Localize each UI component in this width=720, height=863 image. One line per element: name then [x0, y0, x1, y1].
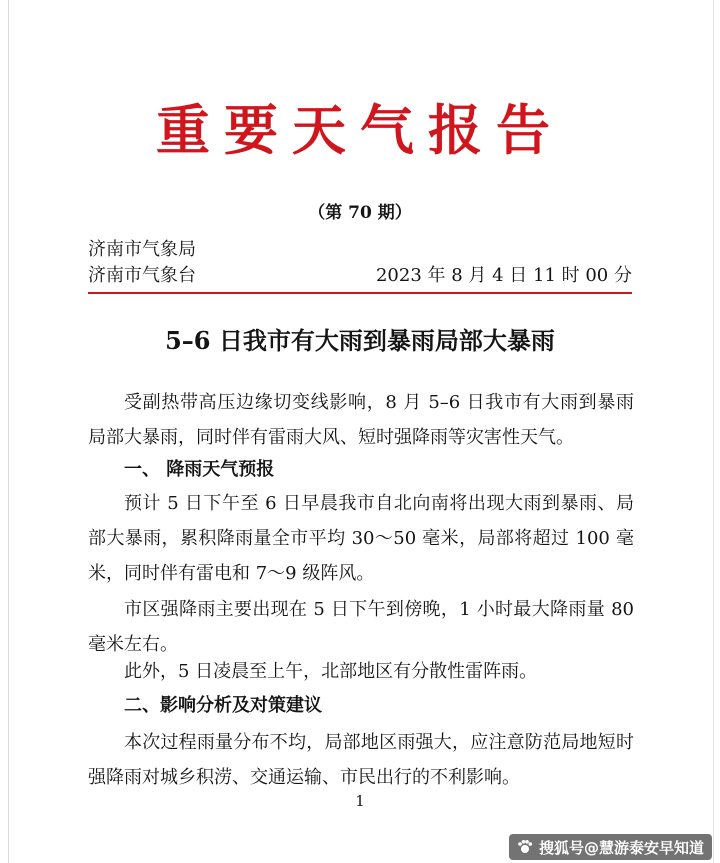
issue-number: （第 70 期） — [308, 203, 412, 223]
intro-paragraph: 受副热带高压边缘切变线影响，8 月 5–6 日我市有大雨到暴雨局部大暴雨，同时伴有雷雨大风、短时强降雨等灾害性天气。 — [88, 392, 634, 448]
forecast-paragraph: 预计 5 日下午至 6 日早晨我市自北向南将出现大雨到暴雨、局部大暴雨，累积降雨量全市平均 30～50 毫米，局部将超过 100 毫米，同时伴有雷电和 7～9 级阵风。 — [88, 493, 634, 584]
page-number: 1 — [355, 792, 365, 810]
section-heading-impact: 二、影响分析及对策建议 — [124, 695, 322, 716]
header-divider — [88, 292, 632, 294]
fox-paw-icon — [517, 839, 533, 855]
impact-paragraph: 本次过程雨量分布不均，局部地区雨强大，应注意防范局地短时强降雨对城乡积涝、交通运输、市民出行的不利影响。 — [88, 732, 634, 788]
watermark-text: 搜狐号@慧游泰安早知道 — [538, 838, 704, 857]
report-title: 重要天气报告 — [156, 98, 564, 162]
section-heading-forecast: 一、 降雨天气预报 — [124, 459, 275, 480]
issue-date: 2023 年 8 月 4 日 11 时 00 分 — [375, 265, 632, 286]
source-watermark — [509, 834, 712, 860]
issuer-observatory: 济南市气象台 — [88, 265, 196, 286]
forecast-paragraph: 市区强降雨主要出现在 5 日下午到傍晚，1 小时最大降雨量 80 毫米左右。 — [88, 599, 634, 655]
report-headline: 5–6 日我市有大雨到暴雨局部大暴雨 — [165, 326, 555, 355]
issuer-bureau: 济南市气象局 — [88, 239, 196, 260]
forecast-paragraph: 此外，5 日凌晨至上午，北部地区有分散性雷阵雨。 — [124, 661, 538, 682]
